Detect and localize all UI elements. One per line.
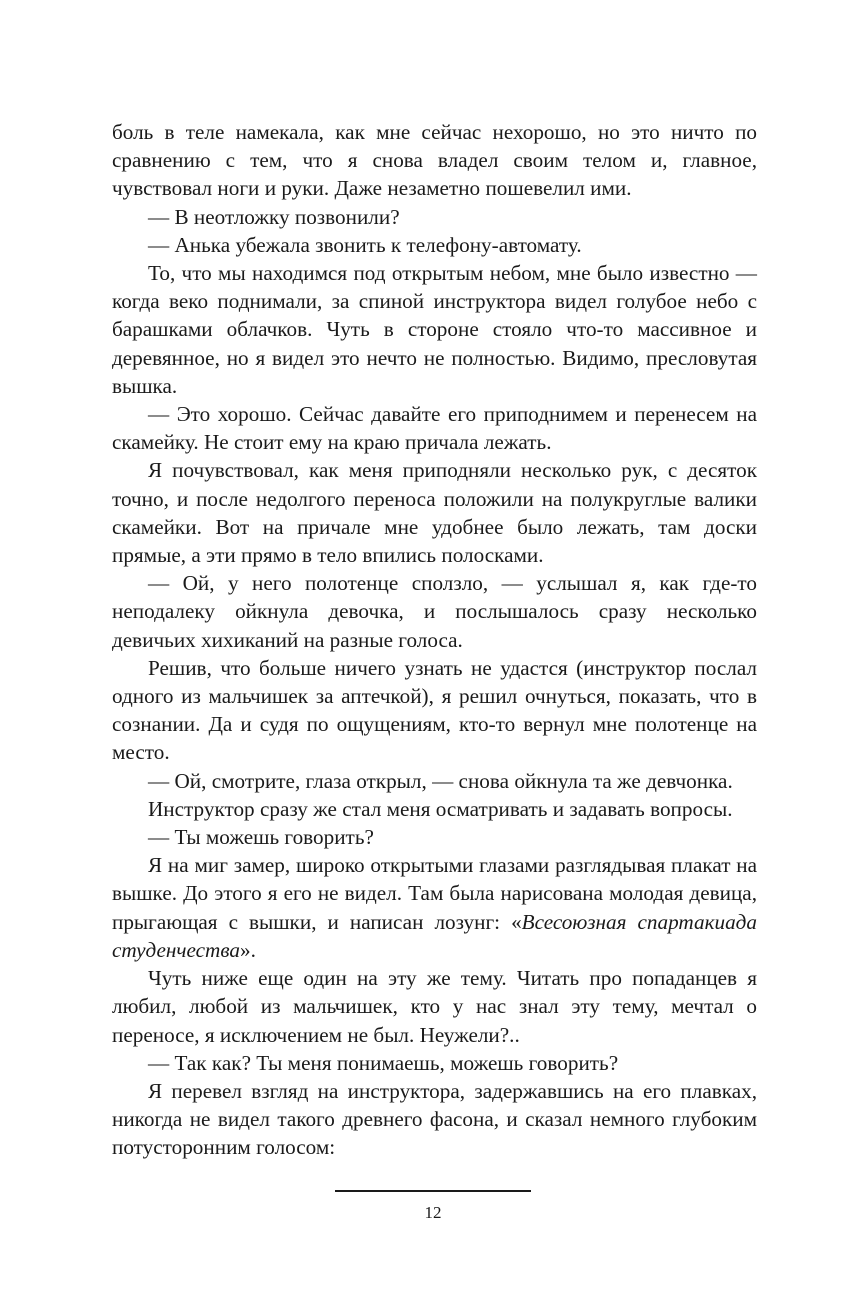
paragraph: Я почувствовал, как меня приподняли несколько рук, с десяток точно, и после недолгого переноса положили на полукруглые валики скамейки. Вот на причале мне удобнее было лежать, там доски прямые, а эти прямо в тело впились полосками. — [112, 458, 757, 568]
paragraph: То, что мы находимся под открытым небом, мне было известно — когда веко поднимали, за спиной инструктора видел голубое небо с барашками облачков. Чуть в стороне стояло что-то массивное и деревянное, но я видел это нечто не полностью. Видимо, пресловутая вышка. — [112, 261, 757, 398]
paragraph: — Ой, у него полотенце сползло, — услышал я, как где-то неподалеку ойкнула девочка, и послышалось сразу несколько девичьих хихиканий на разные голоса. — [112, 571, 757, 652]
paragraph: Решив, что больше ничего узнать не удастся (инструктор послал одного из мальчишек за аптечкой), я решил очнуться, показать, что в сознании. Да и судя по ощущениям, кто-то вернул мне полотенце на место. — [112, 655, 757, 765]
paragraph: — Ой, смотрите, глаза открыл, — снова ойкнула та же девчонка. — [148, 768, 733, 793]
paragraph: Чуть ниже еще один на эту же тему. Читать про попаданцев я любил, любой из мальчишек, кто у нас знал эту тему, мечтал о переносе, я исключением не был. Неужели?.. — [112, 966, 757, 1047]
poster-text-before: Я на миг замер, широко открытыми глазами разглядывая плакат на вышке. До этого я его не видел. Там была нарисована молодая девица, прыгающая с вышки, и написан лозунг: « — [112, 853, 757, 934]
page-number: 12 — [424, 1203, 442, 1222]
paragraph: — Так как? Ты меня понимаешь, можешь говорить? — [148, 1050, 619, 1075]
paragraph: — Это хорошо. Сейчас давайте его приподнимем и перенесем на скамейку. Не стоит ему на краю причала лежать. — [112, 402, 757, 455]
poster-paragraph — [112, 851, 757, 964]
page-body — [112, 118, 757, 1162]
poster-text-after: ». — [240, 937, 256, 962]
poster-slogan: Всесоюзная спартакиада студенчества — [112, 909, 757, 962]
paragraph: Я перевел взгляд на инструктора, задержавшись на его плавках, никогда не видел такого древнего фасона, и сказал немного глубоким потусторонним голосом: — [112, 1078, 757, 1160]
paragraph: — В неотложку позвонили? — [148, 204, 400, 229]
paragraph: боль в теле намекала, как мне сейчас нехорошо, но это ничто по сравнению с тем, что я снова владел своим телом и, главное, чувствовал ноги и руки. Даже незаметно пошевелил ими. — [112, 120, 757, 201]
paragraph: — Анька убежала звонить к телефону-автомату. — [148, 232, 582, 257]
footer-rule — [335, 1190, 531, 1192]
paragraph: Инструктор сразу же стал меня осматривать и задавать вопросы. — [148, 796, 733, 821]
paragraph: — Ты можешь говорить? — [148, 825, 374, 850]
